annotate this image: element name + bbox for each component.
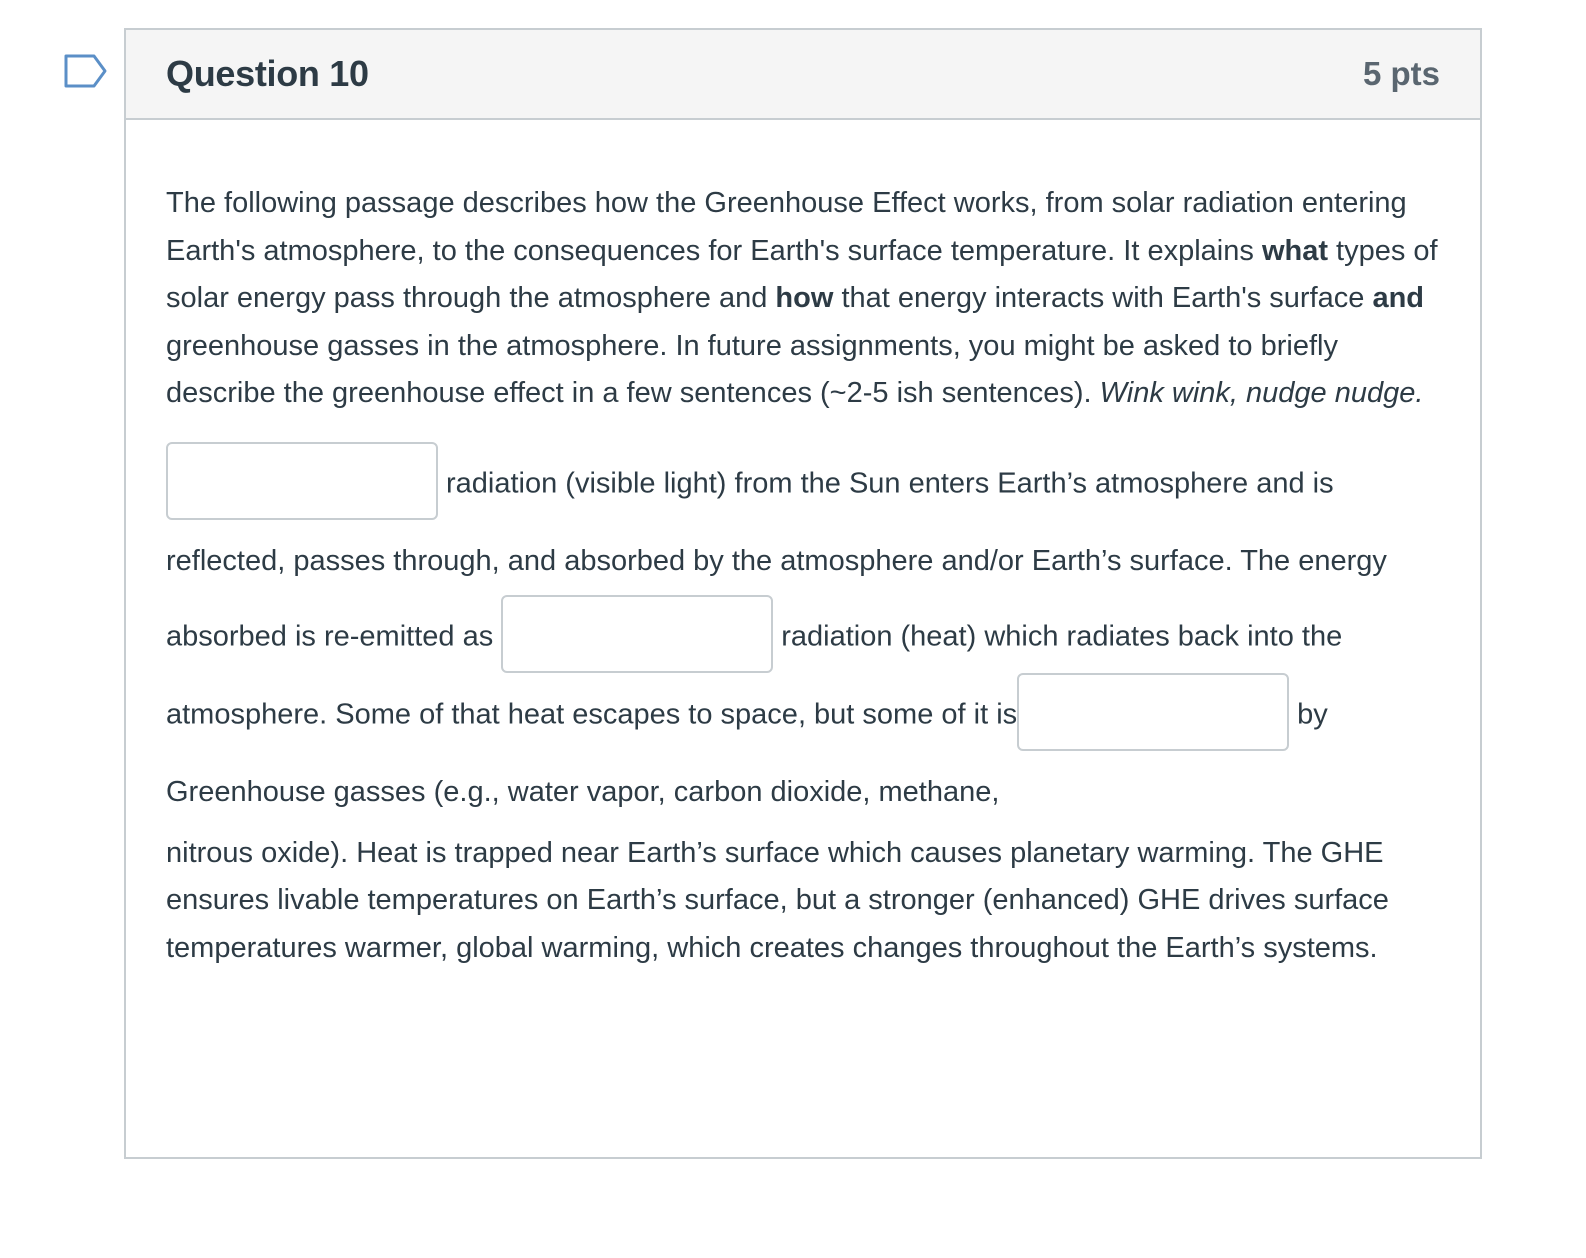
closing-paragraph: nitrous oxide). Heat is trapped near Earth’s surface which causes planetary warming. The GHE ensures livable temperatures on Earth’s surface, but a stronger (enhanced) GHE drives surface temperatures warmer, global warming, which creates changes throughout the Earth’s systems.: [166, 836, 1389, 964]
intro-text: The following passage describes how the Greenhouse Effect works, from solar radiation entering Earth's atmosphere, to the consequences for Earth's surface temperature. It explains: [166, 187, 1407, 267]
intro-bold-what: what: [1261, 234, 1328, 267]
bookmark-flag-icon[interactable]: [64, 54, 108, 88]
question-header: [126, 30, 1480, 120]
intro-paragraph: [166, 180, 1440, 418]
fill-in-text-3: by Greenhouse gasses (e.g., water vapor, carbon dioxide, methane,: [166, 698, 1328, 808]
question-points: 5 pts: [1362, 55, 1440, 92]
question-card: [124, 28, 1482, 1159]
intro-text: types of solar energy pass through the atmosphere and: [166, 234, 1438, 314]
fill-in-text-2: radiation (heat) which radiates back into the atmosphere. Some of that heat escapes to space, but some of it is: [166, 620, 1343, 731]
question-body: [126, 120, 1480, 972]
question-title: Question 10: [166, 53, 369, 94]
intro-bold-how: how: [775, 282, 834, 314]
intro-text: greenhouse gasses in the atmosphere. In future assignments, you might be asked to briefly describe the greenhouse effect in a few sentences (~2-5 ish sentences).: [166, 329, 1338, 409]
blank-input-1[interactable]: [166, 442, 438, 520]
blank-input-2[interactable]: [501, 595, 773, 673]
intro-italic-note: Wink wink, nudge nudge.: [1099, 377, 1424, 409]
intro-text: that energy interacts with Earth's surface: [833, 282, 1373, 314]
blank-input-3[interactable]: [1017, 673, 1289, 751]
fill-in-text-1: radiation (visible light) from the Sun enters Earth’s atmosphere and is reflected, passes through, and absorbed by the atmosphere and/or Earth’s surface. The energy absorbed is re-emitted as: [166, 467, 1387, 653]
intro-bold-and: and: [1372, 282, 1425, 314]
fill-in-paragraph: [166, 446, 1440, 830]
